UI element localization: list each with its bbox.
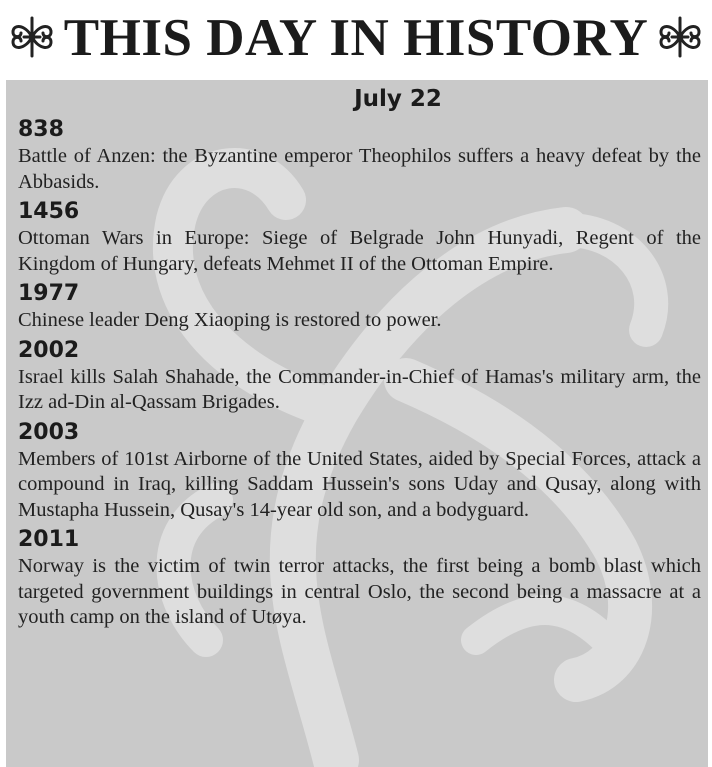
event-text: Norway is the victim of twin terror attacks, the first being a bomb blast which targeted government buildings in central Oslo, the second being a massacre at a youth camp on the island of Utøya. xyxy=(18,555,701,628)
event-item xyxy=(18,116,708,195)
event-item xyxy=(18,526,708,631)
event-item xyxy=(18,198,708,277)
event-year: 1977 xyxy=(18,281,80,306)
event-item xyxy=(18,337,708,416)
event-year: 838 xyxy=(18,117,64,142)
events-content xyxy=(18,80,708,634)
event-text: Battle of Anzen: the Byzantine emperor Theophilos suffers a heavy defeat by the Abbasids. xyxy=(18,145,701,193)
fleuron-ornament-icon xyxy=(655,14,705,60)
page-title: THIS DAY IN HISTORY xyxy=(63,9,649,67)
event-text: Chinese leader Deng Xiaoping is restored to power. xyxy=(18,309,442,331)
masthead xyxy=(0,0,712,80)
history-panel xyxy=(6,80,708,767)
event-year: 2003 xyxy=(18,419,80,445)
event-text: Israel kills Salah Shahade, the Commander-in-Chief of Hamas's military arm, the Izz ad-Din al-Qassam Brigades. xyxy=(18,365,701,413)
event-year: 2011 xyxy=(18,527,80,552)
event-text: Members of 101st Airborne of the United States, aided by Special Forces, attack a compound in Iraq, killing Saddam Hussein's sons Uday and Qusay, along with Mustapha Hussein, Qusay's 14-year old son, and a bodyguard. xyxy=(18,447,701,521)
date-heading: July 22 xyxy=(354,86,442,112)
event-text: Ottoman Wars in Europe: Siege of Belgrade John Hunyadi, Regent of the Kingdom of Hungary, defeats Mehmet II of the Ottoman Empire. xyxy=(18,227,701,275)
event-item xyxy=(18,419,708,524)
event-year: 2002 xyxy=(18,337,80,363)
event-item xyxy=(18,280,708,334)
event-year: 1456 xyxy=(18,199,80,224)
